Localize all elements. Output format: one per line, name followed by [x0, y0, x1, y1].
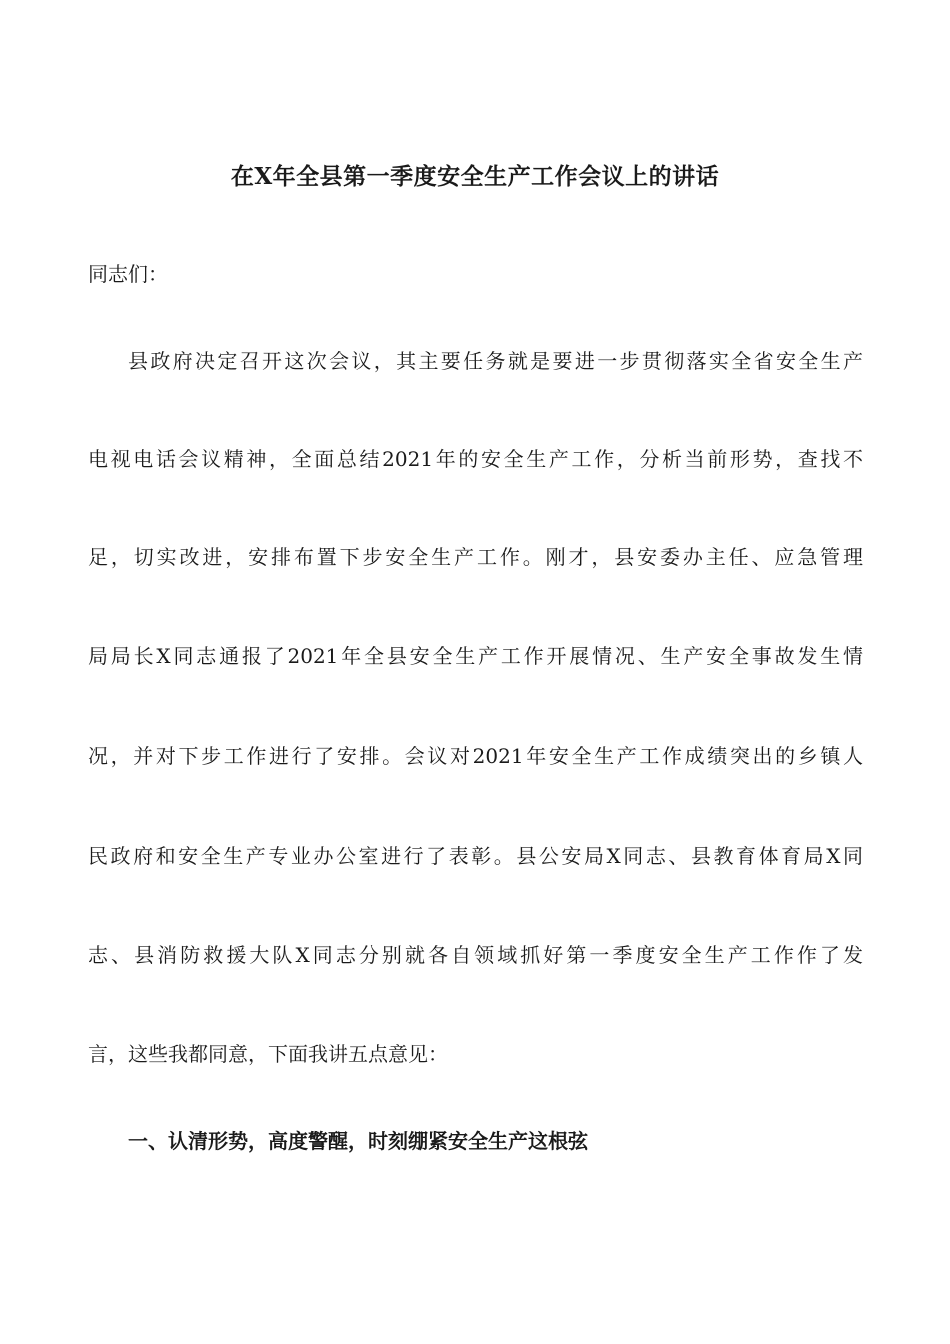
salutation: 同志们： [88, 262, 168, 286]
section-heading: 一、认清形势，高度警醒，时刻绷紧安全生产这根弦 [128, 1129, 588, 1153]
paragraph-line: 言，这些我都同意，下面我讲五点意见： [88, 1042, 448, 1066]
paragraph-line: 县政府决定召开这次会议，其主要任务就是要进一步贯彻落实全省安全生产 [128, 349, 863, 373]
paragraph-line: 况，并对下步工作进行了安排。会议对2021年安全生产工作成绩突出的乡镇人 [88, 744, 863, 768]
paragraph-line: 足，切实改进，安排布置下步安全生产工作。刚才，县安委办主任、应急管理 [88, 545, 863, 569]
document-title: 在X年全县第一季度安全生产工作会议上的讲话 [230, 163, 720, 190]
paragraph-line: 民政府和安全生产专业办公室进行了表彰。县公安局X同志、县教育体育局X同 [88, 844, 863, 868]
paragraph-line: 志、县消防救援大队X同志分别就各自领域抓好第一季度安全生产工作作了发 [88, 943, 863, 967]
paragraph-line: 局局长X同志通报了2021年全县安全生产工作开展情况、生产安全事故发生情 [88, 644, 863, 668]
paragraph-line: 电视电话会议精神，全面总结2021年的安全生产工作，分析当前形势，查找不 [88, 447, 863, 471]
